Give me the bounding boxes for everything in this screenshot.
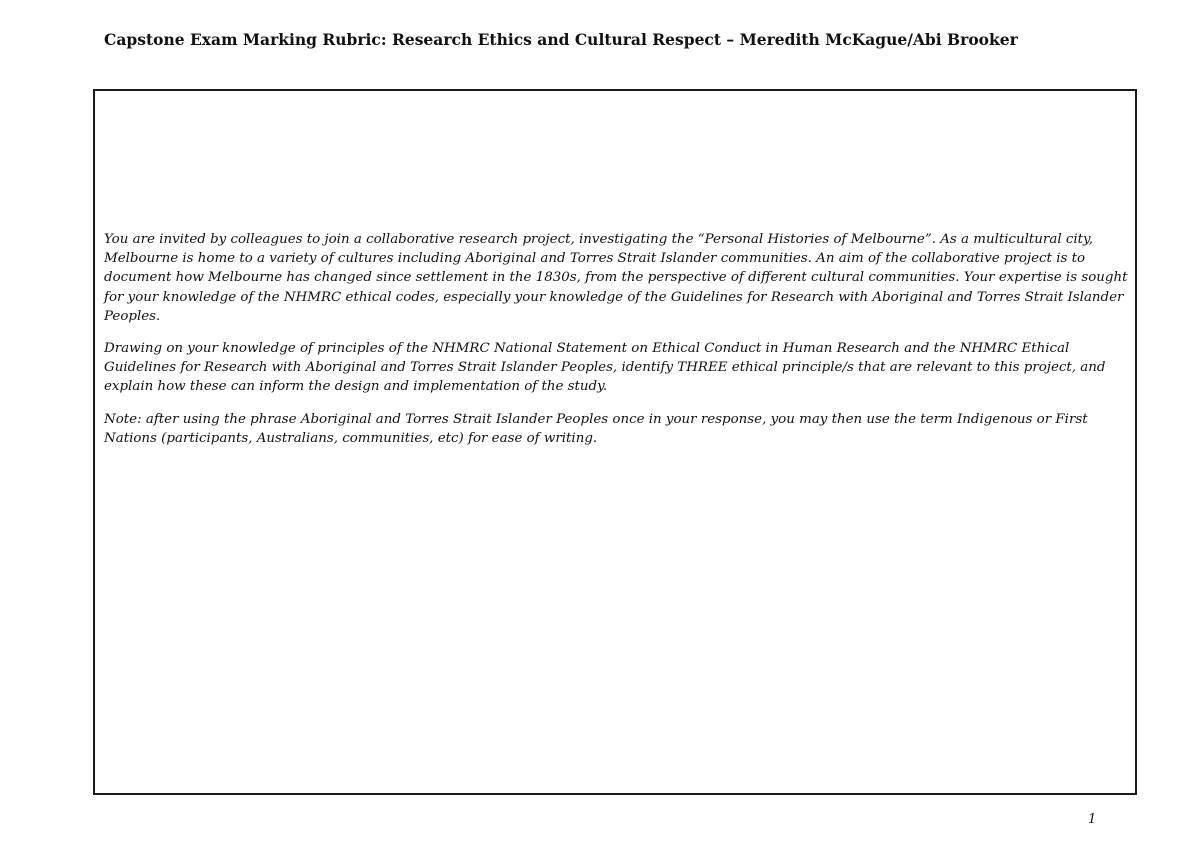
question-text (104, 230, 1129, 461)
page-number: 1 (1088, 812, 1097, 827)
question-box (93, 89, 1137, 795)
task-paragraph: Drawing on your knowledge of principles of the NHMRC National Statement on Ethical Conduct in Human Research and the NHMRC Ethical Guidelines for Research with Aboriginal and Torres Strait Islander Peoples, identify THREE ethical principle/s that are relevant to this project, and explain how these can inform the design and implementation of the study. (104, 341, 1106, 395)
document-title: Capstone Exam Marking Rubric: Research Ethics and Cultural Respect – Meredith McKague/Abi Brooker (104, 30, 1018, 49)
note-paragraph: Note: after using the phrase Aboriginal and Torres Strait Islander Peoples once in your response, you may then use the term Indigenous or First Nations (participants, Australians, communities, etc) for ease of writing. (104, 411, 1088, 446)
scenario-paragraph: You are invited by colleagues to join a collaborative research project, investigating the “Personal Histories of Melbourne”. As a multicultural city, Melbourne is home to a variety of cultures including Aboriginal and Torres Strait Islander communities. An aim of the collaborative project is to document how Melbourne has changed since settlement in the 1830s, from the perspective of different cultural communities. Your expertise is sought for your knowledge of the NHMRC ethical codes, especially your knowledge of the Guidelines for Research with Aboriginal and Torres Strait Islander Peoples. (104, 232, 1128, 324)
